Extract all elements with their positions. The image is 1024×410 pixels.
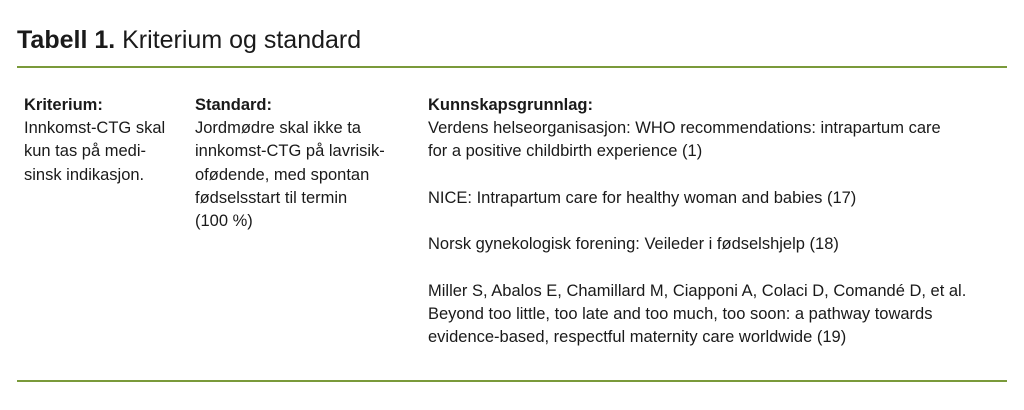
kriterium-line: Innkomst-CTG skal [24,119,166,138]
table-caption: Kriterium og standard [115,26,362,54]
reference-line: Miller S, Abalos E, Chamillard M, Ciapponi A, Colaci D, Comandé D, et al. [428,281,967,300]
reference-miller [428,280,1008,350]
reference-nfog [428,233,1008,256]
kriterium-heading: Kriterium: [24,96,103,114]
kunnskapsgrunnlag-heading: Kunnskapsgrunnlag: [428,96,594,114]
standard-line: innkomst-CTG på lavrisik- [195,142,385,161]
reference-line: for a positive childbirth experience (1) [428,142,703,161]
kunnskapsgrunnlag-column [428,94,1008,349]
reference-line: evidence-based, respectful maternity care worldwide (19) [428,327,847,346]
table-title [17,24,361,56]
table-number: Tabell 1. [17,26,116,54]
reference-line: Beyond too little, too late and too much, too soon: a pathway towards [428,304,933,323]
kriterium-line: sinsk indikasjon. [24,165,145,184]
standard-line: Jordmødre skal ikke ta [195,119,361,138]
reference-who [428,117,1008,163]
standard-line: ofødende, med spontan [195,165,370,184]
bottom-divider [17,380,1007,382]
reference-line: NICE: Intrapartum care for healthy woman and babies (17) [428,188,857,207]
kriterium-line: kun tas på medi- [24,142,146,161]
reference-line: Verdens helseorganisasjon: WHO recommendations: intrapartum care [428,119,941,138]
standard-line: (100 %) [195,212,253,231]
top-divider [17,66,1007,68]
standard-column [195,94,410,233]
reference-line: Norsk gynekologisk forening: Veileder i fødselshjelp (18) [428,235,839,254]
standard-heading: Standard: [195,96,273,114]
reference-nice [428,187,1008,210]
standard-line: fødselsstart til termin [195,188,348,207]
kriterium-column [24,94,184,187]
